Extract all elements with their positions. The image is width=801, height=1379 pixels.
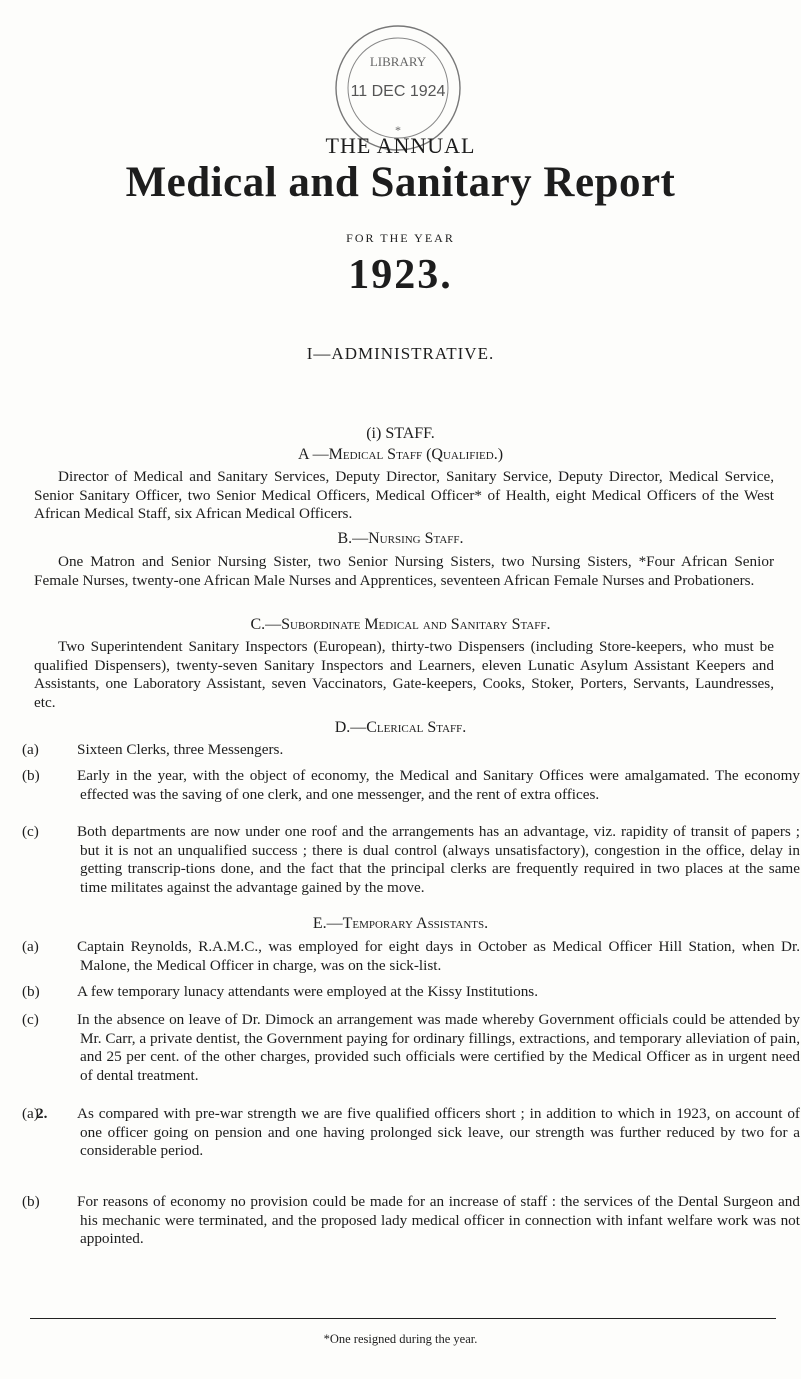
the-annual-heading: THE ANNUAL (325, 133, 476, 158)
report-year: 1923. (348, 252, 453, 298)
temporary-item: (c) In the absence on leave of Dr. Dimock an arrangement was made whereby Government officials could be attended by Mr. Carr, a private dentist, the Government paying for ordinary fillings, extractions, and temporary alleviation of pain, and 25 per cent. of the other charges, provided such officials were certified by the Medical Officer as in urgent need of dental treatment. (22, 1011, 800, 1084)
subordinate-staff-heading: C.—Subordinate Medical and Sanitary Staff. (250, 616, 551, 633)
for-year-label: FOR THE YEAR (346, 231, 455, 245)
clerical-item: (a) Sixteen Clerks, three Messengers. (22, 741, 284, 758)
temporary-item: (a) Captain Reynolds, R.A.M.C., was employed for eight days in October as Medical Officer Hill Station, when Dr. Malone, the Medical Officer in charge, was on the sick-list. (22, 938, 800, 974)
report-title: Medical and Sanitary Report (125, 159, 676, 206)
subordinate-staff-text: Two Superintendent Sanitary Inspectors (European), thirty-two Dispensers (including Store-keepers, who must be qualified Dispensers), twenty-seven Sanitary Inspectors and Learners, eleven Lunatic Asylum Assistant Keepers and Assistants, one Laboratory Assistant, seven Vaccinators, Gate-keepers, Cooks, Stoker, Porters, Servants, Laundresses, etc. (34, 638, 774, 711)
staff-heading: (i) STAFF. (366, 425, 435, 442)
stamp-date: 11 DEC 1924 (350, 83, 446, 100)
stamp-top-text: LIBRARY (369, 54, 427, 69)
clerical-staff-heading: D.—Clerical Staff. (334, 719, 467, 736)
strength-item: (b) For reasons of economy no provision could be made for an increase of staff : the services of the Dental Surgeon and his mechanic were terminated, and the proposed lady medical officer in connection with infant welfare work was not appointed. (22, 1193, 800, 1247)
clerical-item: (c) Both departments are now under one roof and the arrangements has an advantage, viz. rapidity of transit of papers ; but it is not an unqualified success ; there is dual control (always unsatisfactory), congestion in the office, delay in getting transcrip-tions done, and the fact that the principal clerks are frequently required in two places at the same time militates against the advantage gained by the move. (22, 823, 800, 896)
footnote-rule (30, 1318, 776, 1319)
clerical-item: (b) Early in the year, with the object of economy, the Medical and Sanitary Offices were amalgamated. The economy effected was the saving of one clerk, and one messenger, and the rent of extra offices. (22, 767, 800, 803)
medical-staff-heading: A —Medical Staff (Qualified.) (297, 446, 504, 463)
footnote: *One resigned during the year. (323, 1332, 478, 1346)
section-heading: I—ADMINISTRATIVE. (306, 344, 495, 363)
paragraph-number: 2. (36, 1105, 48, 1122)
temporary-assistants-heading: E.—Temporary Assistants. (312, 915, 489, 932)
nursing-staff-heading: B.—Nursing Staff. (337, 530, 464, 547)
svg-text:*: * (395, 123, 401, 137)
strength-item: (a) As compared with pre-war strength we are five qualified officers short ; in addition to which in 1923, on account of one officer going on pension and one having prolonged sick leave, our strength was further reduced by two for a considerable period. (22, 1105, 800, 1159)
nursing-staff-text: One Matron and Senior Nursing Sister, two Senior Nursing Sisters, two Nursing Sisters, *Four African Senior Female Nurses, twenty-one African Male Nurses and Apprentices, seventeen African Female Nurses and Probationers. (34, 553, 774, 589)
medical-staff-text: Director of Medical and Sanitary Services, Deputy Director, Sanitary Service, Deputy Director, Medical Service, Senior Sanitary Officer, two Senior Medical Officers, Medical Officer* of Health, eight Medical Officers of the West African Medical Staff, six African Medical Officers. (34, 468, 774, 522)
temporary-item: (b) A few temporary lunacy attendants were employed at the Kissy Institutions. (22, 983, 538, 1000)
